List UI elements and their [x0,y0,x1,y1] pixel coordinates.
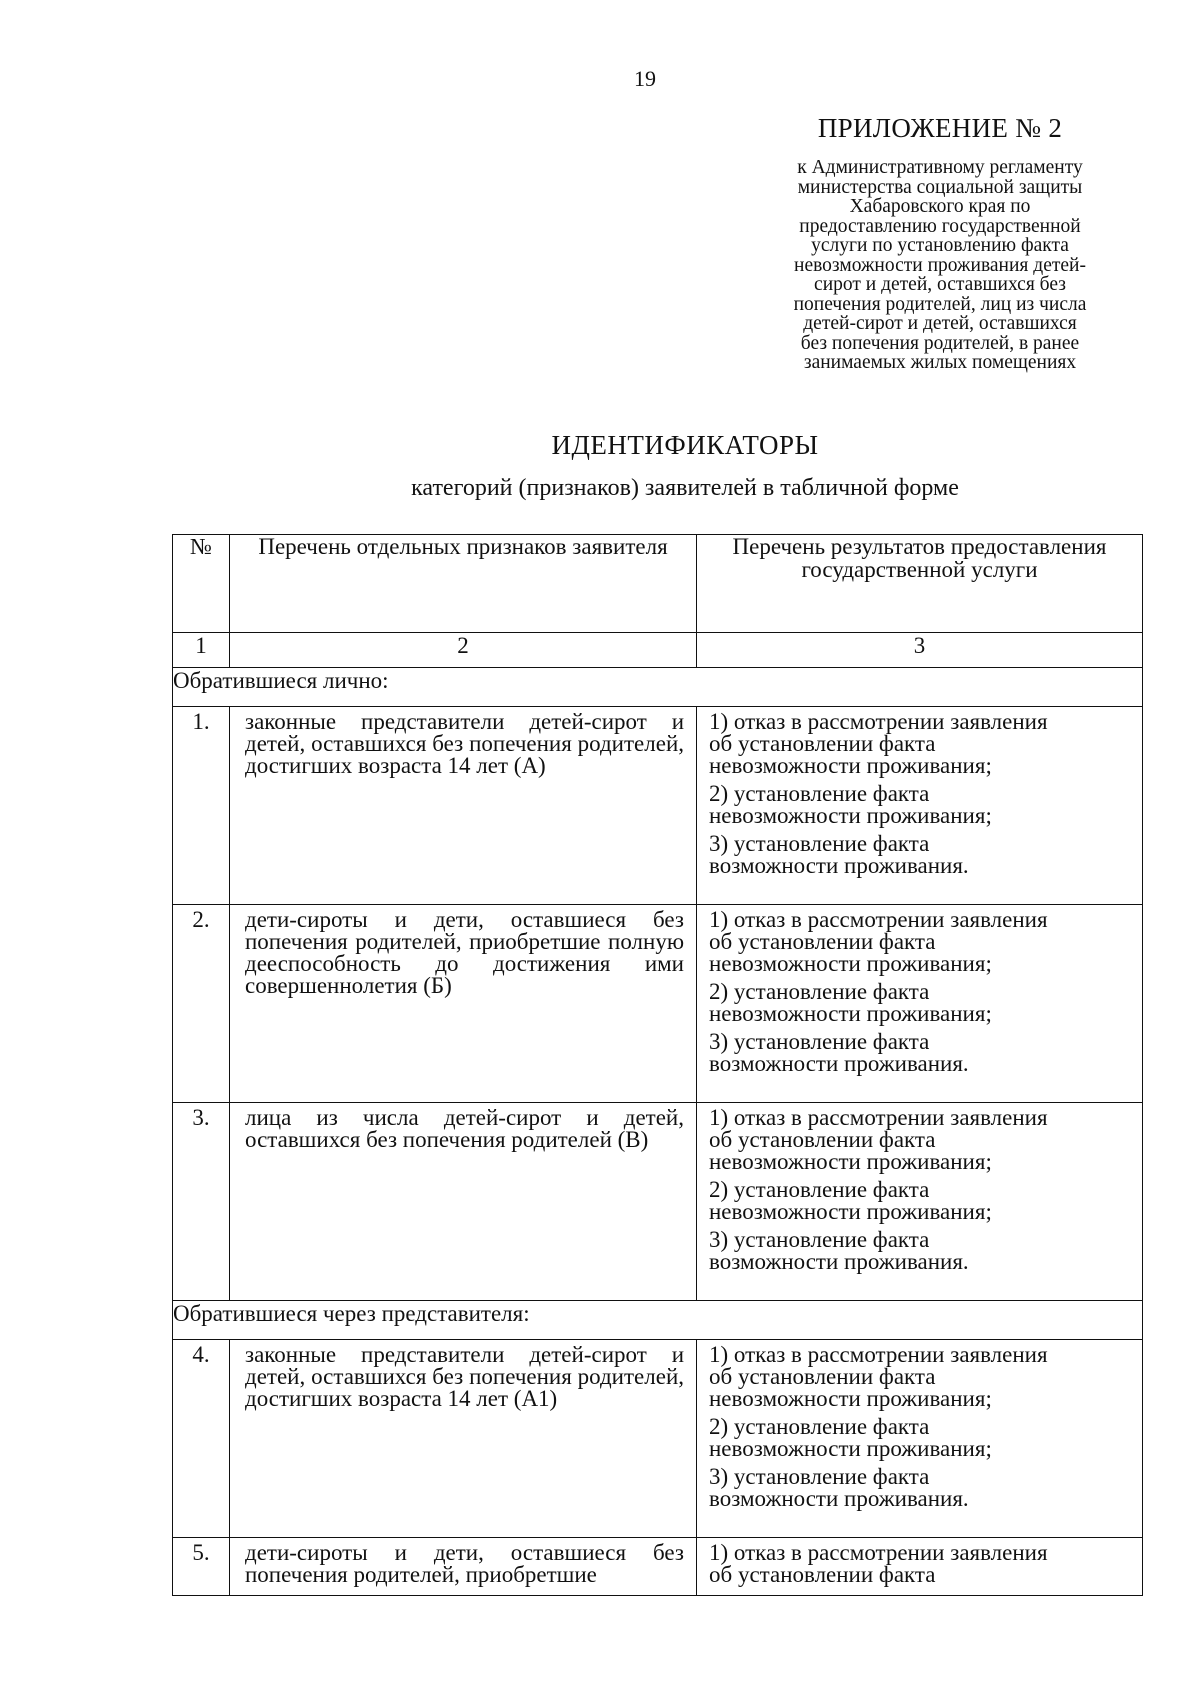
section-row-representative [173,1301,1143,1340]
appendix-line: министерства социальной защиты [797,176,1083,198]
applicant-sign: законные представители детей-сирот и детей, оставшихся без попечения родителей, достигших возраста 14 лет (А) [230,707,697,905]
appendix-subtitle [740,158,1140,373]
results-cell [697,707,1143,905]
table-row [173,1538,1143,1596]
section-row-personal [173,668,1143,707]
column-number: 2 [230,633,697,668]
result-item: 1) отказ в рассмотрении заявления об установлении факта невозможности проживания; [709,907,1048,976]
table-row [173,707,1143,905]
appendix-line: к Административному регламенту [797,157,1083,178]
result-item: 1) отказ в рассмотрении заявления об установлении факта невозможности проживания; [709,709,1048,778]
result-item: 2) установление факта невозможности проживания; [709,979,992,1026]
identifiers-table [172,534,1143,1596]
row-number: 3. [173,1103,230,1301]
appendix-line: невозможности проживания детей- [794,254,1086,276]
appendix-line: услуги по установлению факта [811,235,1069,256]
result-item: 2) установление факта невозможности проживания; [709,1414,992,1461]
header-number: № [173,535,230,633]
row-number: 2. [173,905,230,1103]
appendix-block [740,112,1140,373]
row-number: 1. [173,707,230,905]
result-item: 3) установление факта возможности проживания. [709,1227,969,1274]
results-cell [697,1538,1143,1596]
appendix-line: предоставлению государственной [799,215,1081,237]
document-title: ИДЕНТИФИКАТОРЫ [551,430,819,460]
appendix-line: Хабаровского края по [849,196,1031,217]
appendix-title: ПРИЛОЖЕНИЕ № 2 [817,113,1063,143]
page-number: 19 [634,66,656,91]
row-number: 5. [173,1538,230,1596]
appendix-line: детей-сирот и детей, оставшихся [803,313,1077,334]
header-signs: Перечень отдельных признаков заявителя [230,535,697,633]
appendix-line: занимаемых жилых помещениях [803,352,1077,373]
table-row [173,1103,1143,1301]
table-header-row [173,535,1143,633]
result-item: 1) отказ в рассмотрении заявления об установлении факта [709,1540,1048,1587]
result-item: 3) установление факта возможности проживания. [709,1029,969,1076]
section-label: Обратившиеся лично: [173,668,1143,707]
row-number: 4. [173,1340,230,1538]
results-cell [697,1340,1143,1538]
header-results: Перечень результатов предоставления государственной услуги [697,535,1143,633]
results-cell [697,905,1143,1103]
result-item: 1) отказ в рассмотрении заявления об установлении факта невозможности проживания; [709,1105,1048,1174]
applicant-sign: дети-сироты и дети, оставшиеся без попечения родителей, приобретшие полную дееспособность до достижения ими совершеннолетия (Б) [230,905,697,1103]
applicant-sign: лица из числа детей-сирот и детей, оставшихся без попечения родителей (В) [230,1103,697,1301]
table-row [173,905,1143,1103]
appendix-line: сирот и детей, оставшихся без [814,274,1066,295]
result-item: 2) установление факта невозможности проживания; [709,1177,992,1224]
column-number: 3 [697,633,1143,668]
column-numbers-row [173,633,1143,668]
result-item: 3) установление факта возможности проживания. [709,1464,969,1511]
result-item: 3) установление факта возможности проживания. [709,831,969,878]
results-cell [697,1103,1143,1301]
result-item: 1) отказ в рассмотрении заявления об установлении факта невозможности проживания; [709,1342,1048,1411]
table-row [173,1340,1143,1538]
document-subtitle: категорий (признаков) заявителей в табличной форме [411,475,959,501]
applicant-sign: законные представители детей-сирот и детей, оставшихся без попечения родителей, достигших возраста 14 лет (А1) [230,1340,697,1538]
applicant-sign: дети-сироты и дети, оставшиеся без попечения родителей, приобретшие [230,1538,697,1596]
column-number: 1 [173,633,230,668]
result-item: 2) установление факта невозможности проживания; [709,781,992,828]
section-label: Обратившиеся через представителя: [173,1301,1143,1340]
appendix-line: без попечения родителей, в ранее [800,332,1080,354]
appendix-line: попечения родителей, лиц из числа [793,293,1087,315]
